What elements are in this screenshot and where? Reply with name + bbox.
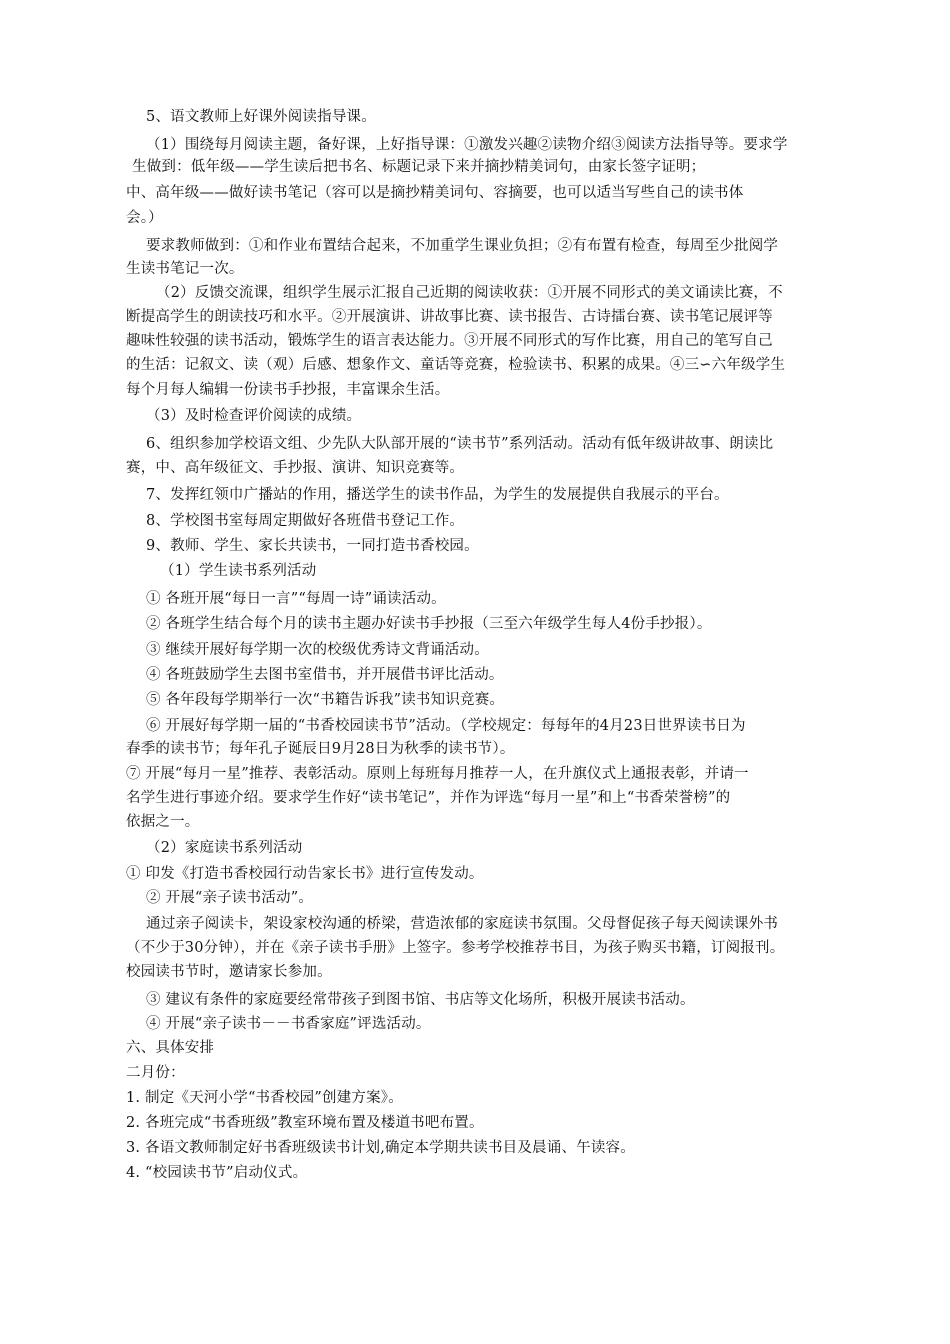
text-line: 每个月每人编辑一份读书手抄报，丰富课余生活。 [126,382,450,398]
text-line: 依据之一。 [126,814,200,830]
text-line: （不少于30分钟），并在《亲子读书手册》上签字。参考学校推荐书目，为孩子购买书籍，订阅报刊。 [126,940,785,956]
text-line: ⑤ 各年段每学期举行一次“书籍告诉我”读书知识竞赛。 [146,692,505,708]
text-line: 赛，中、高年级征文、手抄报、演讲、知识竞赛等。 [126,460,465,476]
text-line: ② 开展“亲子读书活动”。 [146,890,314,906]
text-line: 生读书笔记一次。 [126,261,244,277]
text-line: 生做到：低年级——学生读后把书名、标题记录下来并摘抄精美词句，由家长签字证明； [132,159,706,175]
text-line: 名学生进行事迹介绍。要求学生作好“读书笔记”，并作为评选“每月一星”和上“书香荣誉榜”的 [126,790,731,806]
text-line: （3）及时检查评价阅读的成绩。 [146,408,362,424]
text-line: ① 各班开展“每日一言”“每周一诗”诵读活动。 [146,591,446,607]
text-line: 中、高年级——做好读书笔记（容可以是摘抄精美词句、容摘要，也可以适当写些自己的读书体 [126,185,744,201]
text-line: ③ 建议有条件的家庭要经常带孩子到图书馆、书店等文化场所，积极开展读书活动。 [146,992,695,1008]
text-line: 4. “校园读书节”启动仪式。 [126,1165,308,1181]
text-line: 通过亲子阅读卡，架设家校沟通的桥梁，营造浓郁的家庭读书氛围。父母督促孩子每天阅读课外书 [146,916,779,932]
text-line: 6、组织参加学校语文组、少先队大队部开展的“读书节”系列活动。活动有低年级讲故事、朗读比 [146,436,774,452]
text-line: 5、语文教师上好课外阅读指导课。 [146,109,376,125]
text-line: 二月份： [126,1065,185,1081]
text-line: 2. 各班完成“书香班级”教室环境布置及楼道书吧布置。 [126,1115,484,1131]
text-line: 趣味性较强的读书活动，锻炼学生的语言表达能力。③开展不同形式的写作比赛，用自己的笔写自己 [126,333,773,349]
text-line: 校园读书节时，邀请家长参加。 [126,964,332,980]
text-line: （2）家庭读书系列活动 [146,840,303,856]
text-line: ③ 继续开展好每学期一次的校级优秀诗文背诵活动。 [146,642,489,658]
text-line: （2）反馈交流课，组织学生展示汇报自己近期的阅读收获：①开展不同形式的美文诵读比赛，不 [156,285,783,301]
text-line: 3. 各语文教师制定好书香班级读书计划,确定本学期共读书目及晨诵、午读容。 [126,1140,635,1156]
text-line: ⑦ 开展“每月一星”推荐、表彰活动。原则上每班每月推荐一人，在升旗仪式上通报表彰，并请一 [126,766,749,782]
text-line: 的生活：记叙文、读（观）后感、想象作文、童话等竞赛，检验读书、积累的成果。④三∽六年级学生 [126,357,786,373]
text-line: 要求教师做到：①和作业布置结合起来，不加重学生课业负担；②有布置有检查，每周至少批阅学 [146,238,779,254]
text-line: 1. 制定《天河小学“书香校园”创建方案》。 [126,1090,403,1106]
text-line: 会。） [126,210,163,226]
text-line: 8、学校图书室每周定期做好各班借书登记工作。 [146,513,465,529]
text-line: 9、教师、学生、家长共读书，一同打造书香校园。 [146,538,479,554]
text-line: 春季的读书节；每年孔子诞辰日9月28日为秋季的读书节）。 [126,741,515,757]
text-line: ② 各班学生结合每个月的读书主题办好读书手抄报（三至六年级学生每人4份手抄报）。 [146,616,712,632]
text-line: ⑥ 开展好每学期一届的“书香校园读书节”活动。（学校规定：每每年的4月23日世界读书日为 [146,718,746,734]
text-line: （1）学生读书系列活动 [160,563,317,579]
text-line: ④ 各班鼓励学生去图书室借书，并开展借书评比活动。 [146,667,504,683]
text-line: 六、具体安排 [126,1040,215,1056]
text-line: ① 印发《打造书香校园行动告家长书》进行宣传发动。 [126,866,484,882]
text-line: ④ 开展“亲子读书－－书香家庭”评选活动。 [146,1016,431,1032]
text-line: （1）围绕每月阅读主题，备好课，上好指导课：①激发兴趣②读物介绍③阅读方法指导等。要求学 [146,137,788,153]
text-line: 7、发挥红领巾广播站的作用，播送学生的读书作品，为学生的发展提供自我展示的平台。 [146,487,729,503]
text-line: 断提高学生的朗读技巧和水平。②开展演讲、讲故事比赛、读书报告、古诗擂台赛、读书笔记展评等 [126,309,773,325]
